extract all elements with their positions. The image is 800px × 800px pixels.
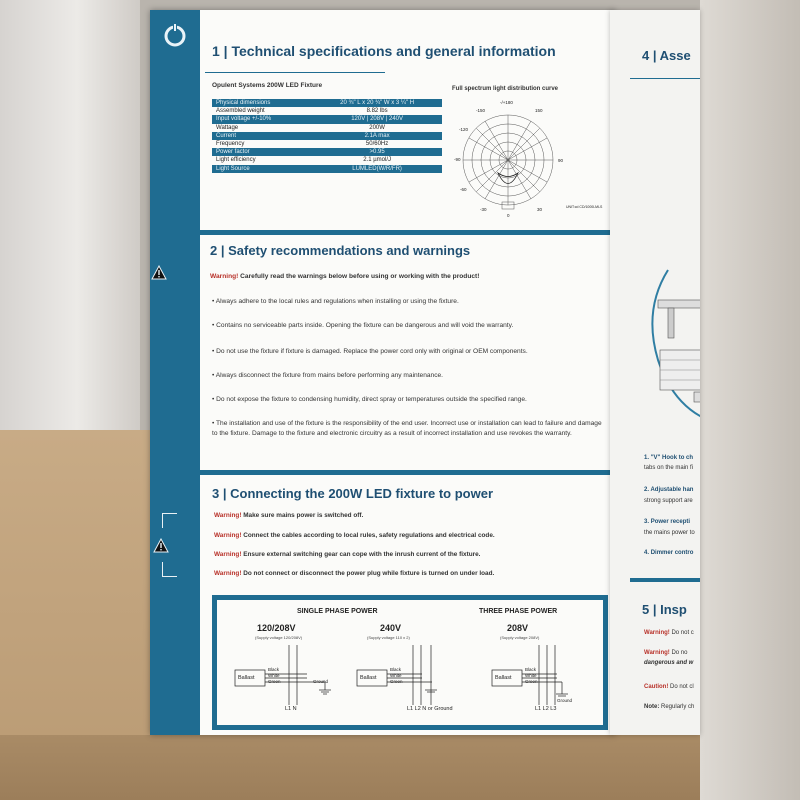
safety-bullet: • Contains no serviceable parts inside. Opening the fixture can be dangerous and will void the warranty.: [212, 322, 514, 329]
manual-page: [150, 10, 615, 735]
supply-note: (Supply voltage 110 x 2): [367, 635, 410, 640]
assembly-step: 4. Dimmer contro: [644, 550, 694, 556]
bracket-corner: [162, 562, 177, 577]
supply-note: (Supply voltage 120/208V): [255, 635, 303, 640]
assembly-step-detail: strong support are: [644, 498, 693, 504]
spec-row: Physical dimensions 20 ¾" L x 20 ¾" W x 3 ¼" H: [212, 99, 442, 107]
inspection-line: Warning! Do no: [644, 650, 688, 656]
spec-row: Light efficiency 2.1 µmol/J: [212, 156, 442, 164]
connection-warning: Warning! Make sure mains power is switched off.: [214, 512, 364, 519]
spec-row: Frequency 50/60Hz: [212, 140, 442, 148]
spec-row: Assembled weight 8.82 lbs: [212, 107, 442, 115]
wire-label: Green: [268, 679, 281, 684]
title-underline: [205, 72, 385, 73]
wire-label: Black: [268, 667, 280, 672]
curve-label: -30: [480, 207, 487, 212]
curve-label: -90: [454, 157, 461, 162]
section1-title: 1 | Technical specifications and general information: [212, 43, 556, 59]
curve-title: Full spectrum light distribution curve: [452, 86, 559, 92]
line-labels: L1 N: [285, 706, 297, 712]
section4-title: 4 | Asse: [642, 48, 691, 63]
voltage-label: 240V: [380, 623, 402, 633]
curve-unit: UNIT:cd CD/1000LMLS: [566, 205, 603, 209]
assembly-step: 1. "V" Hook to ch: [644, 455, 694, 461]
wire-label: Green: [390, 679, 403, 684]
wiring-diagram: [212, 595, 608, 730]
spec-row: Wattage 200W: [212, 124, 442, 132]
safety-bullet: • Do not use the fixture if fixture is damaged. Replace the power cord only with original or OEM components.: [212, 348, 528, 355]
curve-label: 0: [507, 213, 510, 218]
connection-warning: Warning! Connect the cables according to local rules, safety regulations and electrical code.: [214, 532, 495, 539]
assembly-step-detail: tabs on the main fi: [644, 465, 694, 471]
inspection-line: dangerous and w: [644, 660, 694, 666]
voltage-label: 208V: [507, 623, 529, 633]
ballast-label: Ballast: [238, 675, 255, 681]
curve-label: 150: [535, 108, 543, 113]
wire-label: White: [390, 673, 402, 678]
ground-label: Ground: [557, 698, 573, 703]
ballast-label: Ballast: [495, 675, 512, 681]
curve-label: -150: [476, 108, 486, 113]
section-divider: [630, 578, 700, 582]
section3-title: 3 | Connecting the 200W LED fixture to power: [212, 486, 494, 501]
curve-label: 30: [537, 207, 543, 212]
line-labels: L1 L2 N or Ground: [407, 706, 453, 712]
safety-bullet: • The installation and use of the fixture is the responsibility of the end user. Incorrect use or installation can lead to failure and damage to the fixture. Damage to the fixture and electronic circuitry as a result of incorrect installation and use revokes the warranty.: [212, 420, 602, 437]
inspection-line: Note: Regularly ch: [644, 704, 695, 710]
safety-bullet: • Do not expose the fixture to condensing humidity, direct spray or temperatures outside the specified range.: [212, 396, 527, 403]
section2-title: 2 | Safety recommendations and warnings: [210, 243, 471, 258]
background-floor: [0, 735, 800, 800]
title-underline: [630, 78, 700, 79]
manual-page-2: [610, 10, 700, 735]
ground-label: Ground: [313, 679, 329, 684]
inspection-line: Warning! Do not c: [644, 630, 694, 636]
wire-label: Green: [525, 679, 538, 684]
wire-label: Black: [525, 667, 537, 672]
safety-bullet: • Always adhere to the local rules and regulations when installing or using the fixture.: [212, 298, 459, 305]
product-name: Opulent Systems 200W LED Fixture: [212, 82, 323, 89]
assembly-illustration: [628, 250, 700, 430]
section5-title: 5 | Insp: [642, 602, 687, 617]
spec-row: Input voltage +/-10% 120V | 208V | 240V: [212, 115, 442, 123]
curve-label: -/+180: [500, 100, 513, 105]
single-phase-heading: SINGLE PHASE POWER: [297, 608, 378, 615]
curve-label: -120: [459, 127, 469, 132]
curve-label: -60: [460, 187, 467, 192]
wire-label: White: [268, 673, 280, 678]
wire-label: Black: [390, 667, 402, 672]
supply-note: (Supply voltage 208V): [500, 635, 540, 640]
section-divider: [150, 470, 615, 475]
line-labels: L1 L2 L3: [535, 706, 557, 712]
safety-bullet: • Always disconnect the fixture from mains before performing any maintenance.: [212, 372, 444, 379]
spec-table: [212, 99, 442, 173]
ballast-label: Ballast: [360, 675, 377, 681]
warning-icon: [153, 538, 169, 554]
wire-label: White: [525, 673, 537, 678]
brand-logo: [162, 22, 188, 48]
section-divider: [150, 230, 615, 235]
background-right: [700, 0, 800, 800]
spec-row: Power factor >0.95: [212, 148, 442, 156]
three-phase-heading: THREE PHASE POWER: [479, 608, 558, 615]
curve-label: 90: [558, 158, 564, 163]
connection-warning: Warning! Do not connect or disconnect the power plug while fixture is turned on under load.: [214, 570, 495, 577]
assembly-step: 3. Power recepti: [644, 519, 691, 525]
inspection-line: Caution! Do not cl: [644, 684, 694, 690]
connection-warning: Warning! Ensure external switching gear can cope with the inrush current of the fixture.: [214, 551, 481, 558]
spec-row: Current 2.1A max: [212, 132, 442, 140]
bracket-corner: [162, 513, 177, 528]
spec-row: Light Source LUMLED(W/R/FR): [212, 165, 442, 173]
assembly-step-detail: the mains power to: [644, 530, 695, 536]
voltage-label: 120/208V: [257, 623, 296, 633]
assembly-step: 2. Adjustable han: [644, 487, 694, 493]
warning-icon: [151, 265, 167, 281]
section2-warning: Warning! Carefully read the warnings below before using or working with the product!: [210, 273, 480, 280]
